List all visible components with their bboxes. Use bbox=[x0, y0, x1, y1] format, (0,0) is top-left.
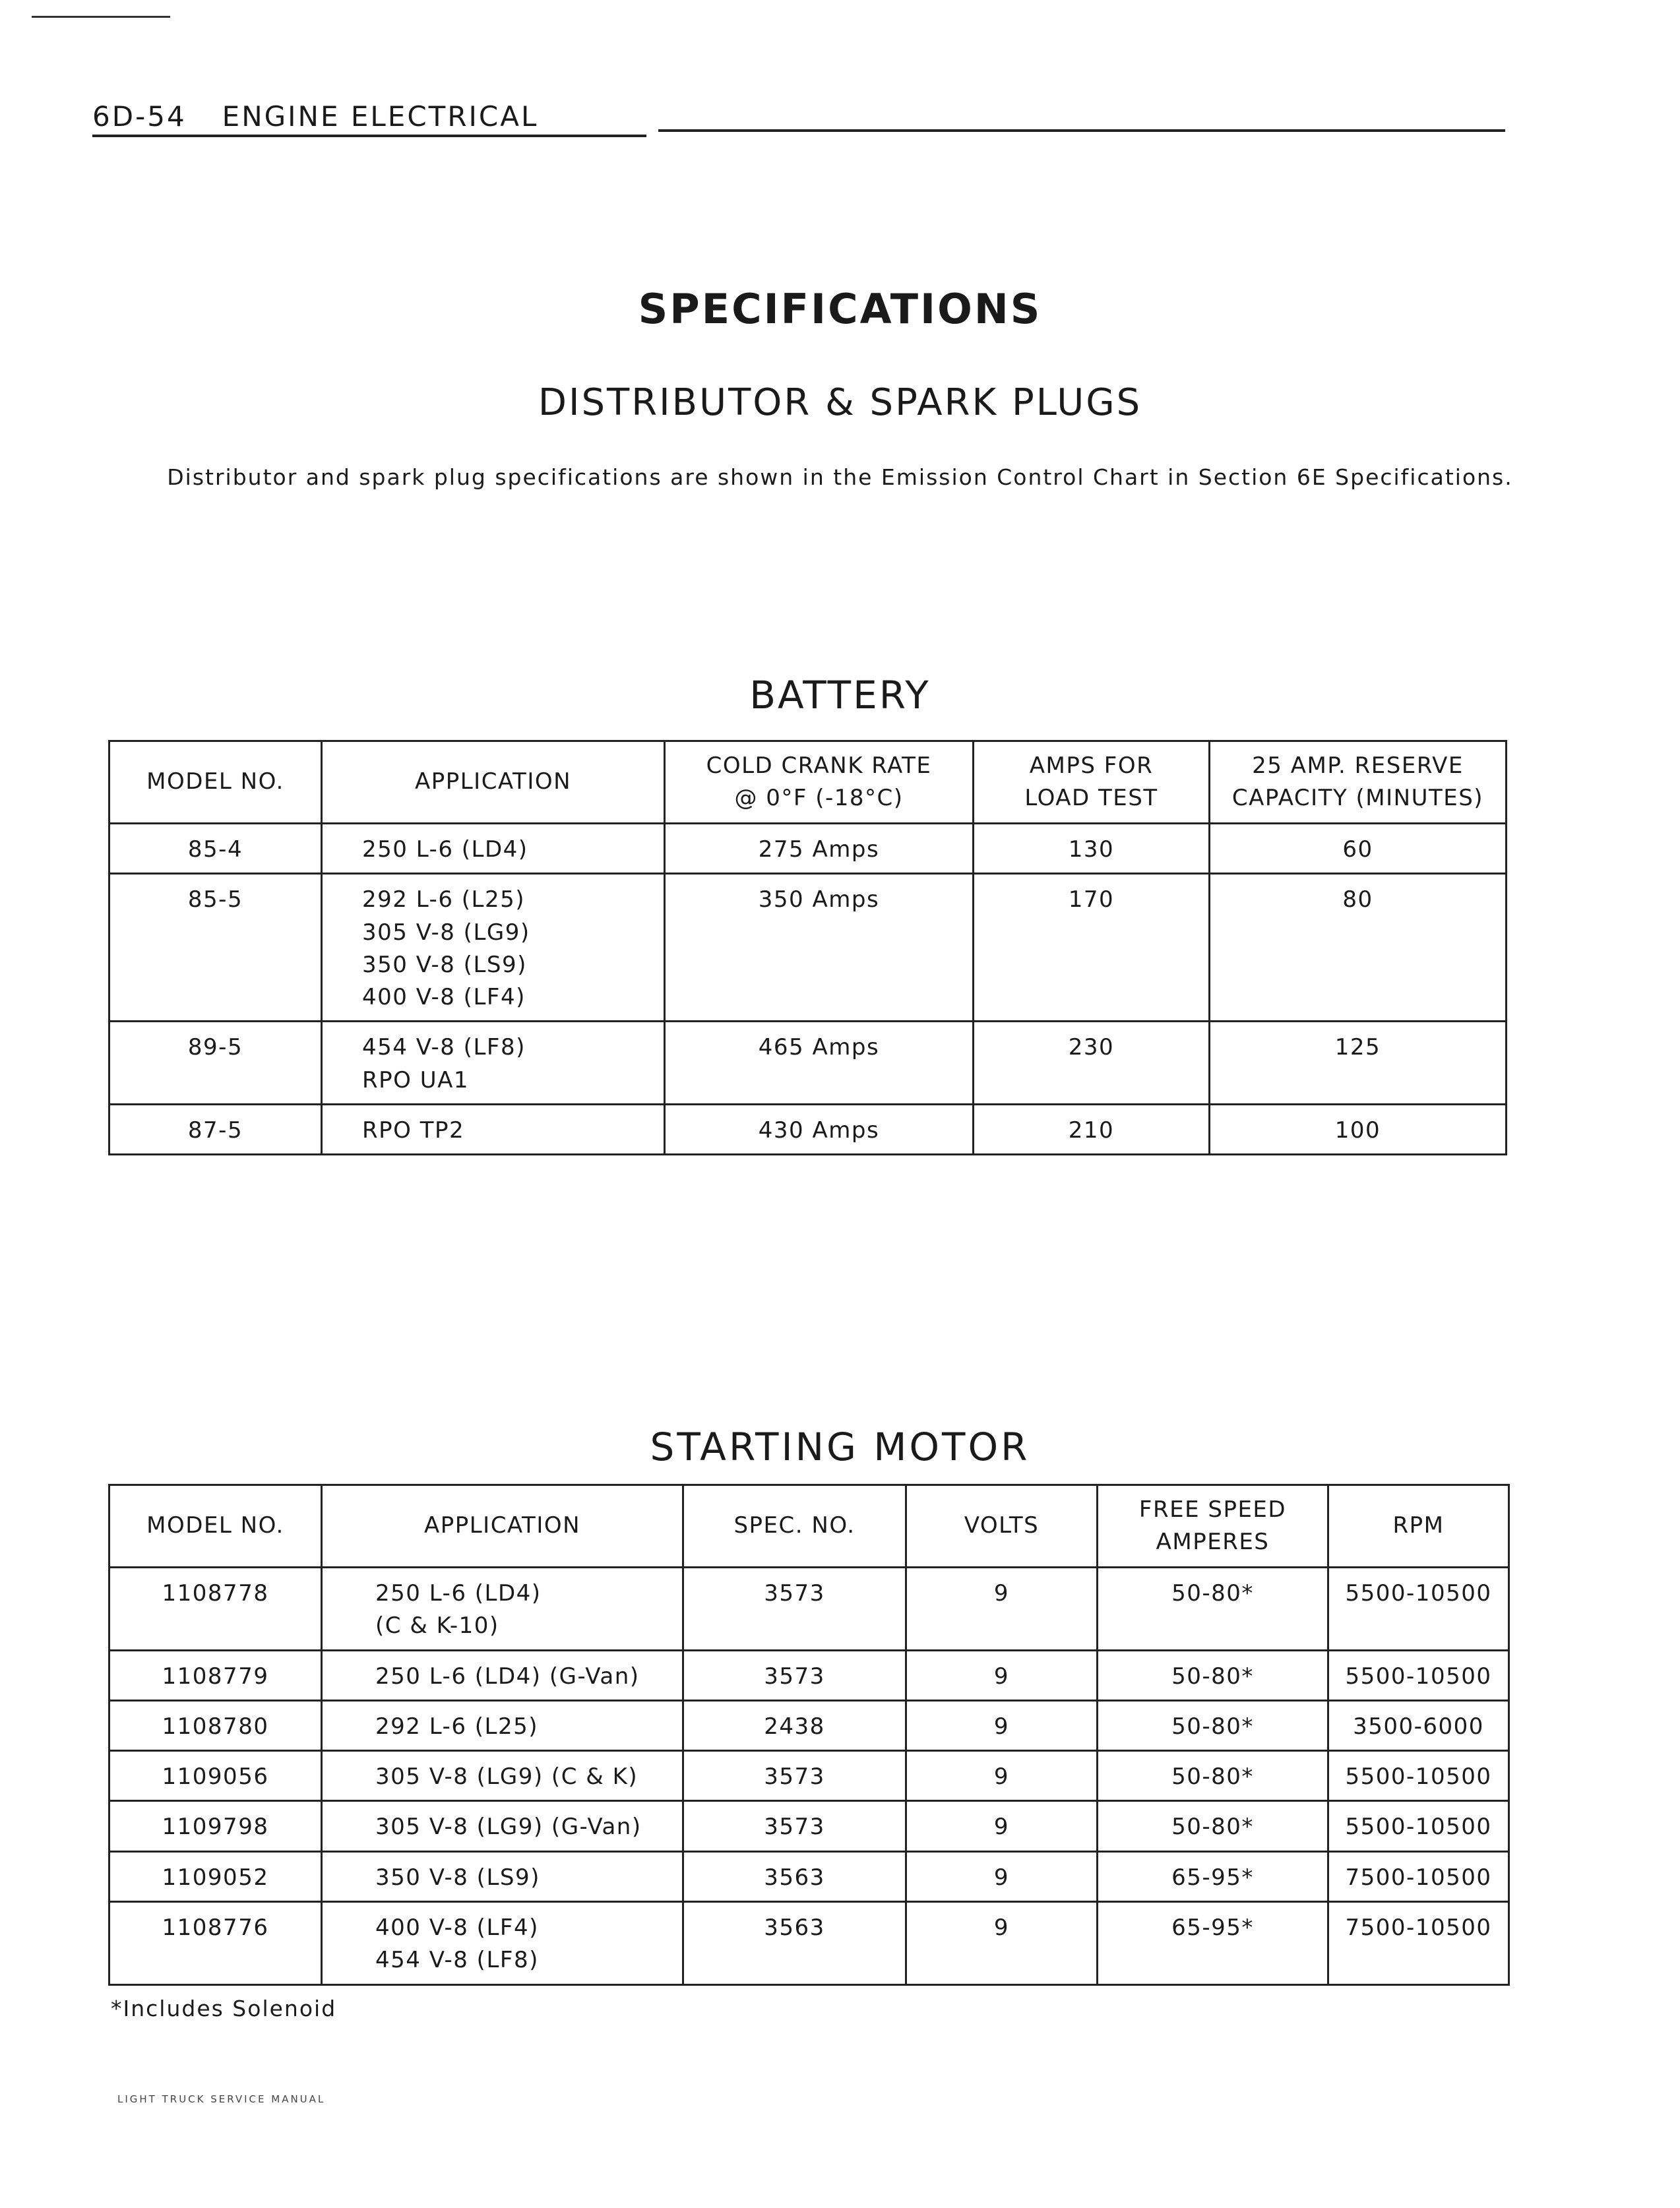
application-cell bbox=[322, 1902, 683, 1985]
top-margin-mark bbox=[32, 16, 170, 18]
distributor-note: Distributor and spark plug specifications are shown in the Emission Control Chart in Section 6E Specifications. bbox=[167, 464, 1513, 490]
col-model-no: MODEL NO. bbox=[109, 1485, 322, 1568]
reserve-label: 25 AMP. RESERVE bbox=[1252, 752, 1464, 779]
application-line: 454 V-8 (LF8) bbox=[375, 1947, 539, 1974]
volts-cell: 9 bbox=[906, 1568, 1098, 1651]
amps-cell: 230 bbox=[974, 1022, 1210, 1105]
spec-cell: 3573 bbox=[683, 1801, 906, 1851]
amperes-cell: 50-80* bbox=[1098, 1751, 1328, 1801]
table-row bbox=[109, 824, 1507, 874]
application-line: 250 L-6 (LD4) bbox=[375, 1580, 542, 1607]
volts-cell: 9 bbox=[906, 1851, 1098, 1901]
rpm-cell: 5500-10500 bbox=[1328, 1650, 1509, 1700]
model-cell: 1109798 bbox=[109, 1801, 322, 1851]
model-cell: 1108778 bbox=[109, 1568, 322, 1651]
application-line: 350 V-8 (LS9) bbox=[375, 1864, 540, 1891]
application-line: 454 V-8 (LF8) bbox=[362, 1034, 526, 1061]
amperes-cell: 65-95* bbox=[1098, 1902, 1328, 1985]
rpm-cell: 5500-10500 bbox=[1328, 1568, 1509, 1651]
battery-heading: BATTERY bbox=[749, 673, 931, 718]
col-application: APPLICATION bbox=[322, 1485, 683, 1568]
rpm-cell: 5500-10500 bbox=[1328, 1801, 1509, 1851]
footnote: *Includes Solenoid bbox=[111, 1996, 337, 2021]
model-cell: 1109052 bbox=[109, 1851, 322, 1901]
reserve-cell: 80 bbox=[1210, 874, 1507, 1022]
application-line: 292 L-6 (L25) bbox=[362, 886, 525, 913]
table-row bbox=[109, 1568, 1509, 1651]
col-cold-crank-rate bbox=[665, 741, 974, 824]
distributor-heading: DISTRIBUTOR & SPARK PLUGS bbox=[538, 381, 1142, 424]
capacity-label: CAPACITY (MINUTES) bbox=[1231, 785, 1484, 811]
page-title: SPECIFICATIONS bbox=[638, 285, 1042, 333]
col-model-no: MODEL NO. bbox=[109, 741, 322, 824]
cold-crank-label: COLD CRANK RATE bbox=[706, 752, 932, 779]
cold-crank-temp: @ 0°F (-18°C) bbox=[734, 785, 904, 811]
application-line: 305 V-8 (LG9) (G-Van) bbox=[375, 1814, 642, 1841]
application-line: 292 L-6 (L25) bbox=[375, 1713, 538, 1740]
header-rule-left bbox=[92, 135, 646, 137]
application-cell bbox=[322, 1801, 683, 1851]
application-line: 400 V-8 (LF4) bbox=[375, 1915, 539, 1942]
load-test-label: LOAD TEST bbox=[1024, 785, 1158, 811]
volts-cell: 9 bbox=[906, 1751, 1098, 1801]
reserve-cell: 125 bbox=[1210, 1022, 1507, 1105]
application-cell bbox=[322, 1851, 683, 1901]
spec-cell: 3563 bbox=[683, 1902, 906, 1985]
table-row bbox=[109, 1700, 1509, 1750]
volts-cell: 9 bbox=[906, 1700, 1098, 1750]
application-line: 400 V-8 (LF4) bbox=[362, 984, 526, 1011]
application-line: 250 L-6 (LD4) (G-Van) bbox=[375, 1663, 640, 1690]
model-cell: 1108779 bbox=[109, 1650, 322, 1700]
table-row bbox=[109, 1105, 1507, 1155]
battery-header-row bbox=[109, 741, 1507, 824]
col-volts: VOLTS bbox=[906, 1485, 1098, 1568]
page-number: 6D-54 bbox=[92, 100, 187, 133]
crank-cell: 275 Amps bbox=[665, 824, 974, 874]
battery-table bbox=[108, 740, 1507, 1155]
application-line: 305 V-8 (LG9) bbox=[362, 919, 530, 946]
application-cell bbox=[322, 1700, 683, 1750]
model-cell: 1109056 bbox=[109, 1751, 322, 1801]
crank-cell: 350 Amps bbox=[665, 874, 974, 1022]
page-header bbox=[92, 100, 538, 133]
application-line: 305 V-8 (LG9) (C & K) bbox=[375, 1763, 638, 1791]
rpm-cell: 7500-10500 bbox=[1328, 1902, 1509, 1985]
amperes-label: AMPERES bbox=[1156, 1529, 1270, 1555]
application-line: 250 L-6 (LD4) bbox=[362, 836, 528, 863]
application-line: (C & K-10) bbox=[375, 1612, 499, 1640]
spec-cell: 3573 bbox=[683, 1650, 906, 1700]
spec-cell: 2438 bbox=[683, 1700, 906, 1750]
application-line: RPO TP2 bbox=[362, 1117, 465, 1144]
col-rpm: RPM bbox=[1328, 1485, 1509, 1568]
rpm-cell: 7500-10500 bbox=[1328, 1851, 1509, 1901]
page-footer: LIGHT TRUCK SERVICE MANUAL bbox=[117, 2093, 326, 2105]
col-reserve-capacity bbox=[1210, 741, 1507, 824]
starting-motor-table bbox=[108, 1484, 1510, 1986]
model-cell: 1108780 bbox=[109, 1700, 322, 1750]
reserve-cell: 100 bbox=[1210, 1105, 1507, 1155]
amperes-cell: 65-95* bbox=[1098, 1851, 1328, 1901]
table-row bbox=[109, 1022, 1507, 1105]
amps-cell: 130 bbox=[974, 824, 1210, 874]
model-cell: 89-5 bbox=[109, 1022, 322, 1105]
col-spec-no: SPEC. NO. bbox=[683, 1485, 906, 1568]
table-row bbox=[109, 1751, 1509, 1801]
model-cell: 85-5 bbox=[109, 874, 322, 1022]
spec-cell: 3563 bbox=[683, 1851, 906, 1901]
application-cell bbox=[322, 1751, 683, 1801]
spec-cell: 3573 bbox=[683, 1751, 906, 1801]
volts-cell: 9 bbox=[906, 1801, 1098, 1851]
application-cell bbox=[322, 824, 665, 874]
application-cell bbox=[322, 1650, 683, 1700]
crank-cell: 465 Amps bbox=[665, 1022, 974, 1105]
rpm-cell: 5500-10500 bbox=[1328, 1751, 1509, 1801]
volts-cell: 9 bbox=[906, 1650, 1098, 1700]
volts-cell: 9 bbox=[906, 1902, 1098, 1985]
header-rule-right bbox=[658, 129, 1505, 132]
application-cell bbox=[322, 1105, 665, 1155]
table-row bbox=[109, 1801, 1509, 1851]
spec-cell: 3573 bbox=[683, 1568, 906, 1651]
free-speed-label: FREE SPEED bbox=[1138, 1496, 1287, 1523]
application-cell bbox=[322, 1022, 665, 1105]
table-row bbox=[109, 1650, 1509, 1700]
application-line: 350 V-8 (LS9) bbox=[362, 951, 527, 978]
reserve-cell: 60 bbox=[1210, 824, 1507, 874]
table-row bbox=[109, 874, 1507, 1022]
rpm-cell: 3500-6000 bbox=[1328, 1700, 1509, 1750]
model-cell: 85-4 bbox=[109, 824, 322, 874]
amps-cell: 170 bbox=[974, 874, 1210, 1022]
table-row bbox=[109, 1902, 1509, 1985]
application-line: RPO UA1 bbox=[362, 1066, 469, 1093]
model-cell: 87-5 bbox=[109, 1105, 322, 1155]
starting-motor-heading: STARTING MOTOR bbox=[650, 1425, 1030, 1469]
starter-header-row bbox=[109, 1485, 1509, 1568]
amps-label: AMPS FOR bbox=[1029, 752, 1154, 779]
col-application: APPLICATION bbox=[322, 741, 665, 824]
application-cell bbox=[322, 874, 665, 1022]
section-name: ENGINE ELECTRICAL bbox=[222, 100, 539, 133]
amperes-cell: 50-80* bbox=[1098, 1650, 1328, 1700]
crank-cell: 430 Amps bbox=[665, 1105, 974, 1155]
model-cell: 1108776 bbox=[109, 1902, 322, 1985]
application-cell bbox=[322, 1568, 683, 1651]
amperes-cell: 50-80* bbox=[1098, 1700, 1328, 1750]
table-row bbox=[109, 1851, 1509, 1901]
col-amps-load-test bbox=[974, 741, 1210, 824]
amps-cell: 210 bbox=[974, 1105, 1210, 1155]
amperes-cell: 50-80* bbox=[1098, 1568, 1328, 1651]
col-free-speed-amperes bbox=[1098, 1485, 1328, 1568]
amperes-cell: 50-80* bbox=[1098, 1801, 1328, 1851]
